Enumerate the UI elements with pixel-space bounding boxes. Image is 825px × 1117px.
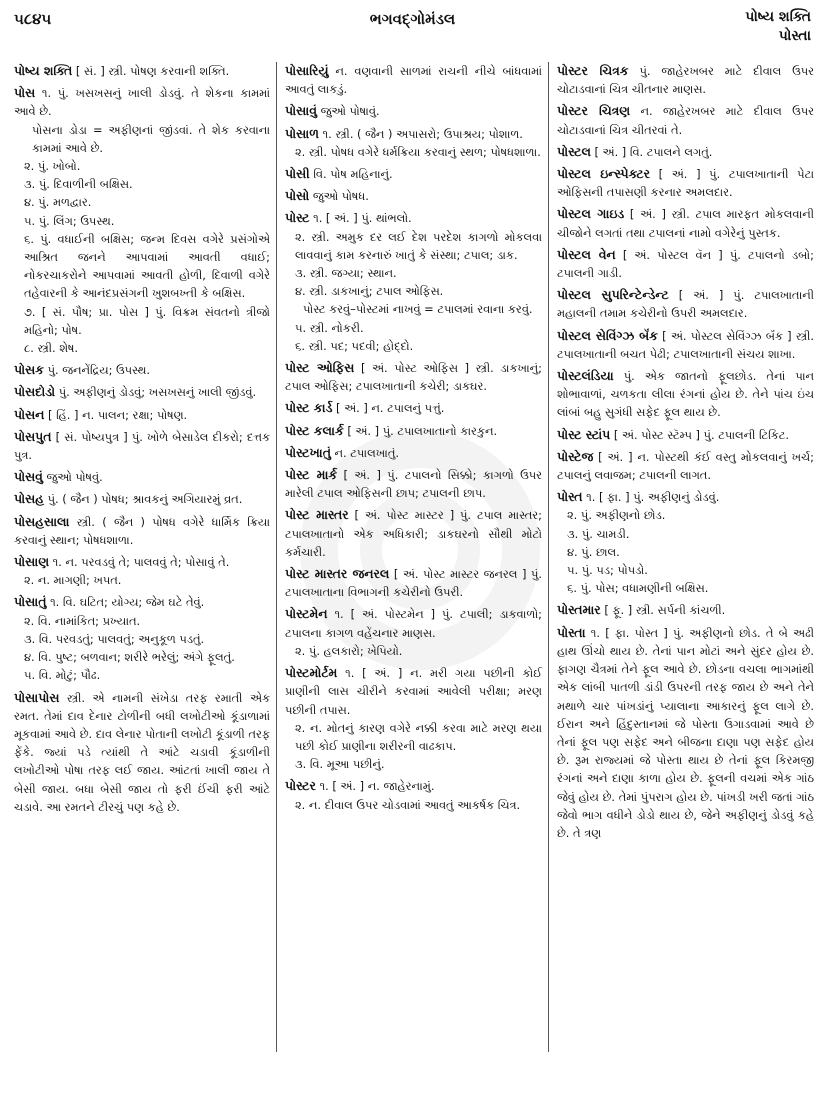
dictionary-entry (14, 593, 270, 684)
headword: પોસ્ત (557, 489, 583, 505)
definition: ૧. ન. પરવડવું તે; પાલવવું તે; પોસાવું તે. (52, 555, 230, 570)
headword: પોસક (14, 362, 44, 378)
headword: પોસદોડો (14, 384, 56, 400)
definition: ૧. પું. ખસખસનું ખાલી ડોડવું. તે શેકના કામમાં આવે છે. (14, 86, 270, 119)
sense: ૩. સ્ત્રી. જગ્યા; સ્થાન. (295, 266, 397, 281)
sense: ૬. પું. વધાઈની બક્ષિસ; જન્મ દિવસ વગેરે પ્રસંગોએ આશ્રિત જનને આપવામાં આવતી વધાઈ; નોકરચાકરોને આપવામાં આવતી હોળી, દિવાળી વગેરે તહેવારની કે આનંદપ્રસંગની ખુશબખ્તી કે બક્ષિસ. (24, 231, 270, 301)
sense: ૪. પું. મળદ્વાર. (24, 195, 92, 210)
definition: સ્ત્રી. એ નામની સંખેડા તરફ રમાતી એક રમત. તેમાં દાવ દેનાર ટોળીની બધી લખોટીઓ કૂંડાળામાં મૂકવામાં આવે છે. દાવ લેનાર પોતાની લખોટી કૂંડાળી તરફ ફેંકે. જ્યાં પડે ત્યાંથી તે આંટે ચડાવી કૂંડાળીની લખોટીઓ પોષા તરફ લઈ જાય. આંટતાં ખાલી જાય તે બેસી જાય. બધા બેસી જાય તો ફરી ઈંચી ફરી આંટે ચડાવે. આ રમતને ટીરચું પણ કહે છે. (14, 690, 271, 814)
sense: ૩. વિ. પરવડતું; પાલવતું; અનુકૂળ પડતું. (24, 631, 205, 646)
sense: ૬. પું. પોસ; વધામણીની બક્ષિસ. (567, 581, 709, 596)
headword: પોસ (14, 85, 36, 101)
sense: ૭. [ સં. પૌષ; પ્રા. પોસ ] પું. વિક્રમ સંવતનો ત્રીજો મહિનો; પોષ. (24, 304, 270, 337)
page-number: ૫૮૪૫ (14, 10, 52, 28)
definition: પું. અફીણનું ડોડવું; ખસખસનું ખાલી જીંડવું. (58, 385, 257, 400)
dictionary-entry (557, 601, 814, 619)
dictionary-entry (557, 205, 814, 241)
definition: [ અં. ] ન. પોસ્ટથી કંઈ વસ્તુ મોકલવાનું ખર્ચ; ટપાલનું લવાજમ; ટપાલની લાગત. (557, 449, 814, 483)
sense: ૨. વિ. નામાંકિત; પ્રખ્યાત. (24, 613, 141, 628)
definition: ૧. વિ. ઘટિત; યોગ્ય; જેમ ઘટે તેવું. (50, 595, 205, 610)
dictionary-entry (557, 286, 814, 322)
dictionary-entry (285, 209, 542, 355)
headword: પોસ્ટર ચિત્રણ (557, 103, 631, 119)
headword: પોષ્ય શક્તિ (14, 63, 73, 78)
dictionary-entry (285, 62, 542, 98)
usage-example: પોસના ડોડા = અફીણનાં જીંડવાં. તે શેક કરવાના કામમાં આવે છે. (32, 122, 270, 155)
dictionary-columns (14, 62, 814, 1107)
headword: પોસહ (14, 491, 44, 507)
dictionary-entry (285, 605, 542, 660)
definition: [ સં. પોષ્યપુત્ર ] પું. ખોળે બેસાડેલ દીકરો; દત્તક પુત્ર. (14, 429, 270, 463)
dictionary-entry (285, 506, 542, 561)
dictionary-entry (285, 565, 542, 601)
dictionary-entry (557, 448, 814, 484)
sense: ૪. સ્ત્રી. ડાકખાનું; ટપાલ ઓફિસ. (295, 284, 444, 299)
dictionary-entry (285, 165, 542, 183)
headword: પોસાતું (14, 594, 47, 610)
headword: પોસ્ટર (285, 778, 316, 794)
sense: ૨. પું. હલકારો; ખેપિયો. (295, 643, 403, 658)
definition: ન. ટપાલખાતું. (334, 445, 400, 460)
headword: પોસ્ટર ચિત્રક (557, 63, 629, 78)
definition: [ ફૂ. ] સ્ત્રી. સર્પની કાંચળી. (604, 603, 726, 618)
definition: ૧. [ અં. પોસ્ટમેન ] પું. ટપાલી; ડાકવાળો; ટપાલના કાગળ વહેંચનાર માણસ. (285, 607, 543, 640)
sense: ૫. પું. લિંગ; ઉપસ્થ. (24, 213, 115, 228)
column-2 (276, 62, 548, 1052)
dictionary-entry (557, 246, 814, 282)
headword: પોસ્ટ માર્ક (285, 467, 338, 483)
headword: પોસ્ટલ સેવિંગ્ઝ બૅંક (557, 327, 658, 343)
dictionary-entry (557, 165, 814, 201)
dictionary-entry (14, 361, 270, 379)
dictionary-entry (14, 428, 270, 464)
headword: પોસ્ટલ સુપરિન્ટેન્ડેન્ટ (557, 287, 669, 303)
sense: ૩. પું. દિવાળીની બક્ષિસ. (24, 177, 133, 192)
sense: ૨. સ્ત્રી. અમુક દર લઈ દેશ પરદેશ કાગળો મોકલવા લાવવાનું કામ કરનારું ખાતું કે સંસ્થા; ટપાલ; ડાક. (295, 229, 542, 262)
definition: ૧. [ ફા. પોસ્ત ] પું. અફીણનો છોડ. તે બે અઢી હાથ ઊંચો થાય છે. તેનાં પાન મોટાં અને સુંદર હોય છે. ફાગણ ચૈત્રમાં તેને ફૂલ આવે છે. છોડના વચલા ભાગમાંથી એક લાંબી પાતળી ડાંડી ઉપરની તરફ જાય છે અને તેને મથાળે ચાર પાંખડાંનું પ્યાલાના આકારનું ફૂલ લાગે છે. ઈરાન અને હિંદુસ્તાનમાં જે પોસ્તા ઉગાડવામાં આવે છે તેનાં ફૂલ પણ સફેદ અને બીજના દાણા પણ સફેદ હોય છે. રૂમ રાજ્યમાં જે પોસ્તા થાય છે તેનાં ફૂલ કિરમજી રંગનાં અને દાણા કાળા હોય છે. ફૂલની વચમાં એક ગાંઠ જેવું હોય છે. તેમાં પુંપરાગ હોય છે. પાંખડી ખરી જતાં ગાંઠ જેવો ભાગ વધીને ડોડો થાય છે, જેને અફીણનું ડોડવું કહે છે. તે ત્રણ (557, 625, 814, 840)
definition: સ્ત્રી. ( જૈન ) પોષધ વગેરે ધાર્મિક ક્રિયા કરવાનું સ્થાન; પોષધશાળા. (14, 514, 271, 547)
definition: ૧. [ ફા. ] પું. અફીણનું ડોડવું. (586, 490, 720, 505)
definition: પું. એક જાતનો ફૂલછોડ. તેનાં પાન શોભાવાળાં, ચળકતા લીલા રંગનાં હોય છે. તેને પાંચ ઇંચ લાંબાં બહુ સુગંધી સફેદ ફૂલ થાય છે. (557, 369, 814, 420)
dictionary-entry (557, 426, 814, 444)
definition: ૧. [ અં. ] ન. મરી ગયા પછીની કોઈ પ્રાણીની લાસ ચીરીને કરવામાં આવેલી પરીક્ષા; મરણ પછીની તપાસ. (285, 666, 543, 717)
definition: [ અં. ] પું. ટપાલખાતાની મહાલની તમામ કચેરીનો ઉપરી અમલદાર. (557, 288, 814, 321)
sense: ૨. પું. અફીણનો છોડ. (567, 508, 666, 523)
dictionary-entry (557, 102, 814, 138)
definition: વિ. પોષ મહિનાનું. (313, 167, 393, 182)
page-header (0, 0, 825, 60)
definition: [ અં. પોસ્ટ સ્ટૅમ્પ ] પું. ટપાલની ટિકિટ. (613, 427, 790, 442)
definition: ન. જાહેરખબર માટે દીવાલ ઉપર ચોટાડવાનાં ચિત્ર ચીતરવાં તે. (557, 104, 814, 137)
headword: પોસ્ટ સ્ટાંપ (557, 426, 611, 442)
dictionary-entry (285, 359, 542, 395)
headword: પોસ્ટ કાર્ડ (285, 400, 333, 416)
headword: પોસ્ટલ વેન (557, 246, 616, 262)
sense: ૨. સ્ત્રી. પોષધ વગેરે ધર્મક્રિયા કરવાનું સ્થળ; પોષધશાળા. (295, 144, 541, 159)
headword: પોસી (285, 166, 310, 182)
headword: પોસ્ટલંડિયા (557, 368, 614, 384)
guide-words (745, 8, 811, 46)
headword: પોસાળ (285, 125, 319, 141)
headword: પોસન (14, 406, 45, 422)
definition: ૧. સ્ત્રી. ( જૈન ) અપાસરો; ઉપાશ્રય; પોશાળ. (322, 126, 523, 141)
definition: ૧. [ અં. ] ન. જાહેરનામું. (319, 779, 435, 794)
definition: [ અં. પોસ્ટલ વૅન ] પું. ટપાલનો ડબો; ટપાલની ગાડી. (557, 247, 814, 281)
definition: [ અં. ] સ્ત્રી. ટપાલ મારફત મોકલવાની ચીજોને લગતાં તથા ટપાલનાં નામો વગેરેનું પુસ્તક. (557, 207, 814, 240)
definition: જુઓ પોષાવું. (320, 104, 380, 119)
definition: [ અં. ] ન. ટપાલનું પત્તું. (336, 401, 445, 416)
dictionary-entry (285, 664, 542, 773)
dictionary-entry (557, 327, 814, 363)
headword: પોસ્તા (557, 624, 586, 640)
definition: [ અં. પોસ્ટ માસ્ટર ] પું. ટપાલ માસ્તર; ટપાલખાતાનો એક અધિકારી; ડાકઘરનો સૌથી મોટો કર્મચારી. (285, 508, 543, 559)
sense: ૩. વિ. મૂઆ પછીનું. (295, 757, 385, 772)
headword: પોસ્ટ ઓફિસ (285, 360, 355, 376)
column-1 (14, 62, 276, 1107)
guide-word-first: પોષ્ય શક્તિ (745, 9, 811, 25)
headword: પોસાવું (285, 103, 317, 119)
sense: ૪. પું. છાલ. (567, 544, 620, 559)
headword: પોસ્ટલ ગાઇડ (557, 206, 625, 222)
dictionary-entry (557, 624, 814, 842)
definition: પું. જનનેંદ્રિય; ઉપસ્થ. (47, 363, 151, 378)
headword: પોસ્ટ (285, 210, 310, 226)
headword: પોસ્ટ માસ્તર (285, 507, 349, 523)
sense: ૫. સ્ત્રી. નોકરી. (295, 320, 364, 335)
sense: ૨. ન. માગણી; ખપત. (24, 573, 122, 588)
headword: પોસાણ (14, 554, 50, 570)
dictionary-entry (14, 468, 270, 486)
guide-word-last: પોસ્તા (778, 28, 811, 44)
dictionary-entry (285, 102, 542, 120)
definition: ન. વણવાની સાળમાં રાચની નીચે બાંધવામાં આવતું લાકડું. (285, 64, 542, 97)
definition: [ અં. ] પું. ટપાલનો સિક્કો; કાગળો ઉપર મારેલી ટપાલ ઓફિસની છાપ; ટપાલની છાપ. (285, 468, 543, 501)
dictionary-entry (557, 367, 814, 422)
definition: [ અં. ] પું. ટપાલખાતાનો કારકુન. (347, 423, 498, 438)
sense: ૨. પું. ખોબો. (24, 159, 81, 174)
dictionary-entry (14, 513, 270, 549)
dictionary-entry (285, 422, 542, 440)
dictionary-entry (14, 62, 270, 80)
definition: [ સં. ] સ્ત્રી. પોષણ કરવાની શક્તિ. (75, 64, 230, 78)
headword: પોસ્ટલ (557, 143, 591, 159)
definition: ૧. [ અં. ] પું. થાંભલો. (313, 211, 412, 226)
dictionary-entry (557, 62, 814, 98)
definition: [ અં. પોસ્ટ માસ્ટર જનરલ ] પું. ટપાલખાતાના વિભાગની કચેરીનો ઉપરી. (285, 567, 542, 600)
sense: ૫. પું. પડ; પોપડો. (567, 563, 648, 578)
headword: પોસપુત (14, 428, 52, 444)
dictionary-entry (557, 143, 814, 161)
headword: પોસવું (14, 469, 43, 485)
headword: પોસ્ટમેન (285, 606, 328, 622)
definition: [ અં. ] પું. ટપાલખાતાની પેટા ઓફિસની તપાસણી કરનાર અમલદાર. (557, 167, 814, 200)
sense: ૨. ન. મોતનું કારણ વગેરે નક્કી કરવા માટે મરણ થયા પછી કોઈ પ્રાણીના શરીરની વાઢકાપ. (295, 720, 542, 753)
definition: પું. જાહેરખબર માટે દીવાલ ઉપર ચોટાડવાનાં ચિત્ર ચીતનાર માણસ. (557, 64, 814, 97)
sense: ૩. પું. ચામડી. (567, 526, 630, 541)
sense: ૫. વિ. મોટું; પૌઢ. (24, 668, 101, 683)
dictionary-entry (14, 490, 270, 508)
headword: પોસ્તમાર (557, 602, 601, 618)
book-title: ભગવદ્ગોમંડલ (369, 10, 456, 28)
dictionary-entry (14, 84, 270, 357)
sense: ૨. ન. દીવાલ ઉપર ચોડવામાં આવતું આકર્ષક ચિત્ર. (295, 797, 521, 812)
dictionary-entry (285, 187, 542, 205)
dictionary-entry (285, 777, 542, 813)
definition: જુઓ પોષવું. (46, 470, 103, 485)
definition: પું. ( જૈન ) પોષધ; શ્રાવકનું અગિયારમું વ્રત. (47, 492, 243, 507)
headword: પોસ્ટેજ (557, 448, 594, 464)
definition: [ અં. પોસ્ટલ સેવિંગ્ઝ બૅંક ] સ્ત્રી. ટપાલખાતાની બચત પેઢી; ટપાલખાતાની સંચય શાખા. (557, 328, 814, 361)
definition: [ અં. ] વિ. ટપાલને લગતું. (594, 144, 713, 159)
dictionary-entry (285, 125, 542, 161)
dictionary-entry (285, 399, 542, 417)
dictionary-entry (557, 488, 814, 597)
headword: પોસ્ટલ ઇન્સ્પેક્ટર (557, 166, 650, 182)
headword: પોસ્ટખાતું (285, 444, 331, 460)
headword: પોસાપોસ (14, 689, 60, 705)
headword: પોસ્ટ માસ્તર જનરલ (285, 566, 390, 582)
definition: [ અં. પોસ્ટ ઓફિસ ] સ્ત્રી. ડાકખાનું; ટપાલ ઓફિસ; ટપાલખાતાની કચેરી; ડાકઘર. (285, 361, 542, 394)
dictionary-entry (14, 689, 270, 816)
dictionary-entry (14, 406, 270, 424)
dictionary-entry (285, 466, 542, 502)
headword: પોસો (285, 188, 310, 204)
sense: ૪. વિ. પુષ્ટ; બળવાન; શરીરે ભરેલું; અંગે ફૂલતું. (24, 650, 235, 665)
sense: ૮. સ્ત્રી. શેષ. (24, 341, 78, 356)
sense: ૬. સ્ત્રી. પદ; પદવી; હોદ્દો. (295, 338, 414, 353)
dictionary-entry (14, 383, 270, 401)
dictionary-entry (285, 444, 542, 462)
headword: પોસ્ટમોર્ટમ (285, 665, 338, 681)
usage-example: પોસ્ટ કરવું–પોસ્ટમાં નાખવું = ટપાલમાં રવાના કરવું. (303, 302, 533, 317)
definition: જુઓ પોષધ. (312, 189, 369, 204)
headword: પોસ્ટ કલાર્ક (285, 422, 344, 438)
headword: પોસારિયું (285, 63, 329, 78)
dictionary-entry (14, 553, 270, 589)
definition: [ હિં. ] ન. પાલન; રક્ષા; પોષણ. (48, 407, 188, 422)
column-3 (548, 62, 814, 1052)
headword: પોસહસાલા (14, 513, 70, 529)
